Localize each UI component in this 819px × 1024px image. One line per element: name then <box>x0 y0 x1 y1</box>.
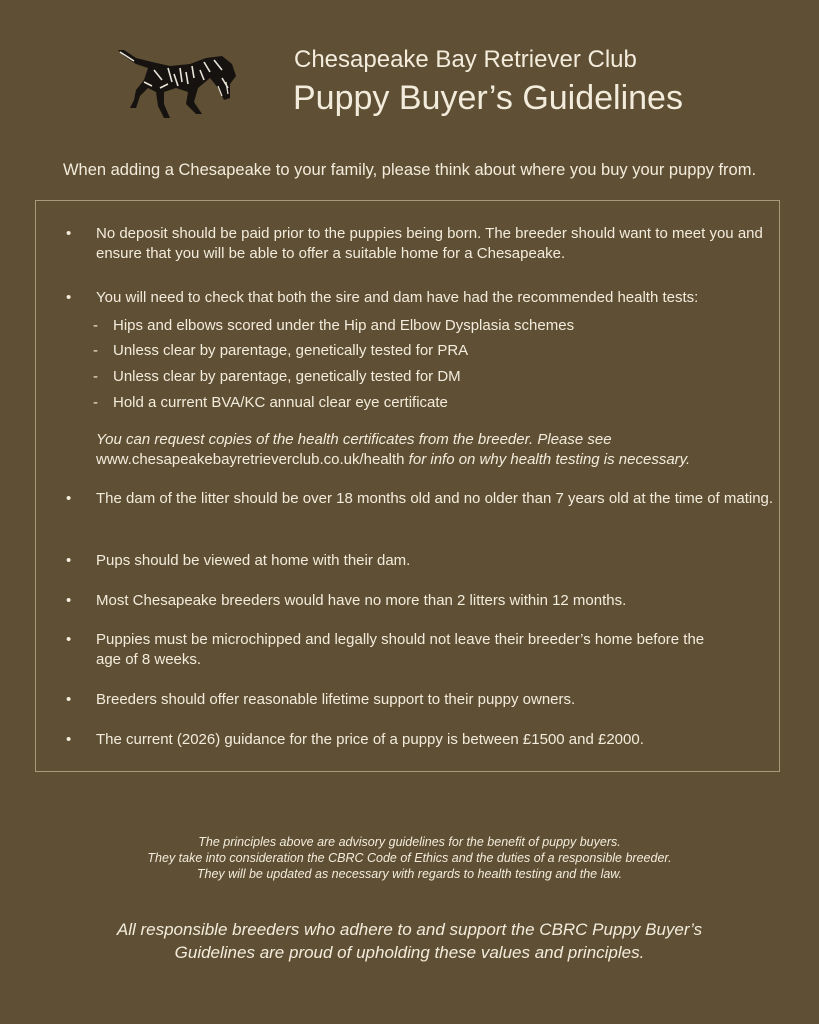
guideline-item <box>60 591 780 611</box>
guideline-item <box>60 551 780 571</box>
dash-icon: - <box>93 342 98 359</box>
closing-statement <box>0 918 819 964</box>
health-note-text: for info on why health testing is necessary. <box>404 451 691 468</box>
guideline-item <box>60 630 710 670</box>
health-link[interactable]: www.chesapeakebayretrieverclub.co.uk/health <box>96 451 405 468</box>
club-name: Chesapeake Bay Retriever Club <box>294 46 637 73</box>
health-note-text: You can request copies of the health certificates from the breeder. Please see <box>96 431 612 448</box>
bullet-icon: • <box>66 552 72 569</box>
dog-logo-icon <box>114 44 246 122</box>
guideline-text: Puppies must be microchipped and legally should not leave their breeder’s home before the age of 8 weeks. <box>96 631 705 668</box>
guideline-item <box>60 730 780 750</box>
bullet-icon: • <box>66 691 72 708</box>
advisory-line: The principles above are advisory guidelines for the benefit of puppy buyers. <box>198 835 621 849</box>
guideline-text: Pups should be viewed at home with their dam. <box>96 552 411 569</box>
dash-icon: - <box>93 368 98 385</box>
guideline-text: Most Chesapeake breeders would have no more than 2 litters within 12 months. <box>96 592 627 609</box>
bullet-icon: • <box>66 490 72 507</box>
guideline-text: Breeders should offer reasonable lifetime support to their puppy owners. <box>96 691 576 708</box>
guidelines-box <box>35 200 780 772</box>
guideline-text: You will need to check that both the sire and dam have had the recommended health tests: <box>96 289 699 306</box>
bullet-icon: • <box>66 631 72 648</box>
guideline-text: The current (2026) guidance for the price of a puppy is between £1500 and £2000. <box>96 731 644 748</box>
bullet-icon: • <box>66 592 72 609</box>
health-test-item <box>93 393 448 413</box>
health-test-item <box>93 316 574 336</box>
advisory-line: They take into consideration the CBRC Code of Ethics and the duties of a responsible breeder. <box>147 851 672 865</box>
dash-icon: - <box>93 394 98 411</box>
bullet-icon: • <box>66 225 72 242</box>
health-test-text: Unless clear by parentage, genetically tested for DM <box>113 368 461 385</box>
page-title: Puppy Buyer’s Guidelines <box>293 79 683 117</box>
health-test-item <box>93 367 461 387</box>
guideline-item <box>60 288 780 308</box>
intro-text: When adding a Chesapeake to your family, please think about where you buy your puppy from. <box>62 161 757 179</box>
health-test-item <box>93 341 468 361</box>
closing-line: Guidelines are proud of upholding these values and principles. <box>174 943 645 962</box>
dash-icon: - <box>93 317 98 334</box>
guideline-item <box>60 489 780 509</box>
closing-line: All responsible breeders who adhere to and support the CBRC Puppy Buyer’s <box>116 920 703 939</box>
guideline-text: No deposit should be paid prior to the puppies being born. The breeder should want to meet you and ensure that you will be able to offer a suitable home for a Chesapeake. <box>96 225 763 262</box>
guideline-text: The dam of the litter should be over 18 months old and no older than 7 years old at the time of mating. <box>96 490 774 507</box>
health-test-text: Hold a current BVA/KC annual clear eye certificate <box>113 394 448 411</box>
advisory-line: They will be updated as necessary with regards to health testing and the law. <box>196 867 623 881</box>
health-note <box>96 430 786 470</box>
advisory-footer <box>0 834 819 882</box>
bullet-icon: • <box>66 731 72 748</box>
guideline-item <box>60 690 780 710</box>
health-test-text: Hips and elbows scored under the Hip and Elbow Dysplasia schemes <box>113 317 575 334</box>
health-test-text: Unless clear by parentage, genetically tested for PRA <box>113 342 469 359</box>
guideline-item <box>60 224 780 264</box>
bullet-icon: • <box>66 289 72 306</box>
